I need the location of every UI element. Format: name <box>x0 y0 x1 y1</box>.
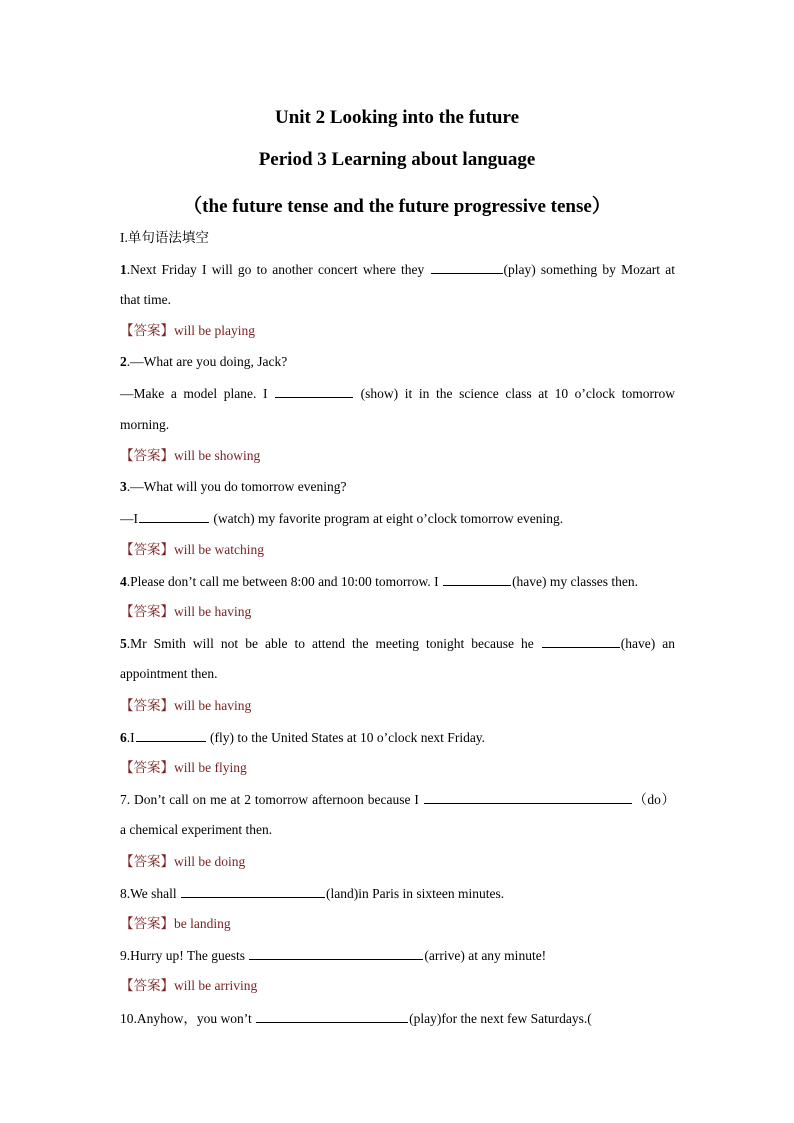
question-number: 3 <box>120 479 127 494</box>
answer-blank <box>256 1009 408 1023</box>
question-text: .Hurry up! The guests <box>126 948 249 963</box>
answer-8 <box>120 915 675 933</box>
answer-6 <box>120 759 675 777</box>
answer-blank <box>249 946 423 960</box>
answer-blank <box>431 260 503 274</box>
question-number: 9 <box>120 948 127 963</box>
answer-blank <box>139 509 209 523</box>
answer-9 <box>120 977 675 995</box>
question-9 <box>120 946 675 965</box>
answer-text: will be watching <box>174 542 264 557</box>
question-text: . Don’t call on me at 2 tomorrow afternoon because I <box>126 792 423 807</box>
answer-text: will be showing <box>174 448 261 463</box>
answer-label: 【答案】 <box>120 604 174 619</box>
answer-7 <box>120 853 675 871</box>
question-text: (play)for the next few Saturdays.( <box>409 1011 592 1026</box>
answer-blank <box>424 790 632 804</box>
answer-blank <box>181 884 325 898</box>
question-number: 2 <box>120 354 127 369</box>
question-8 <box>120 884 675 903</box>
question-text: (have) an <box>620 636 675 651</box>
answer-text: will be having <box>174 604 252 619</box>
question-text: .—What will you do tomorrow evening? <box>126 479 347 494</box>
question-2-continued: morning. <box>120 417 170 432</box>
answer-text: be landing <box>174 916 231 931</box>
question-2 <box>120 353 675 371</box>
question-number: 5 <box>120 636 127 651</box>
question-7 <box>120 790 675 809</box>
question-text: (show) it in the science class at 10 o’clock tomorrow <box>354 386 675 401</box>
question-number: 1 <box>120 262 127 277</box>
worksheet-title: Unit 2 Looking into the future <box>274 107 520 128</box>
answer-4 <box>120 603 675 621</box>
question-text: .Mr Smith will not be able to attend the meeting tonight because he <box>126 636 541 651</box>
answer-text: will be doing <box>174 854 246 869</box>
question-2-line-2 <box>120 384 675 403</box>
section-heading: I.单句语法填空 <box>120 230 209 245</box>
answer-text: will be playing <box>174 323 255 338</box>
question-text: .I <box>126 730 135 745</box>
answer-text: will be flying <box>174 760 247 775</box>
question-text: (arrive) at any minute! <box>424 948 547 963</box>
question-text: (have) my classes then. <box>512 574 639 589</box>
answer-label: 【答案】 <box>120 760 174 775</box>
question-1 <box>120 260 675 279</box>
answer-label: 【答案】 <box>120 978 174 993</box>
answer-blank <box>443 572 511 586</box>
question-text: （do） <box>632 792 675 807</box>
question-number: 10 <box>120 1011 134 1026</box>
question-text: —I <box>120 511 138 526</box>
answer-5 <box>120 697 675 715</box>
answer-label: 【答案】 <box>120 542 174 557</box>
answer-2 <box>120 447 675 465</box>
question-text: .Please don’t call me between 8:00 and 10:00 tomorrow. I <box>126 574 443 589</box>
question-text: (watch) my favorite program at eight o’clock tomorrow evening. <box>210 511 564 526</box>
question-5 <box>120 634 675 653</box>
question-text: .We shall <box>126 886 181 901</box>
answer-label: 【答案】 <box>120 698 174 713</box>
worksheet-subtitle: Period 3 Learning about language <box>258 149 536 170</box>
question-number: 7 <box>120 792 127 807</box>
answer-3 <box>120 541 675 559</box>
question-1-continued: that time. <box>120 292 171 307</box>
answer-1 <box>120 322 675 340</box>
question-number: 8 <box>120 886 127 901</box>
answer-label: 【答案】 <box>120 323 174 338</box>
question-5-continued: appointment then. <box>120 666 218 681</box>
question-text: .—What are you doing, Jack? <box>126 354 288 369</box>
answer-blank <box>275 384 353 398</box>
answer-label: 【答案】 <box>120 448 174 463</box>
question-3-line-2 <box>120 509 675 528</box>
question-text: (fly) to the United States at 10 o’clock next Friday. <box>206 730 486 745</box>
answer-label: 【答案】 <box>120 854 174 869</box>
question-10 <box>120 1009 675 1028</box>
answer-label: 【答案】 <box>120 916 174 931</box>
question-6 <box>120 728 675 747</box>
question-text: (play) something by Mozart at <box>503 262 675 277</box>
question-text: —Make a model plane. I <box>120 386 275 401</box>
question-3 <box>120 478 675 496</box>
question-number: 4 <box>120 574 127 589</box>
question-7-continued: a chemical experiment then. <box>120 822 273 837</box>
question-text: .Next Friday I will go to another concert where they <box>126 262 430 277</box>
answer-blank <box>136 728 206 742</box>
answer-blank <box>542 634 620 648</box>
question-text: (land)in Paris in sixteen minutes. <box>326 886 505 901</box>
worksheet-topic: （the future tense and the future progressive tense） <box>183 196 611 217</box>
question-text: .Anyhow，you won’t <box>133 1011 256 1026</box>
answer-text: will be having <box>174 698 252 713</box>
question-4 <box>120 572 675 591</box>
answer-text: will be arriving <box>174 978 258 993</box>
question-number: 6 <box>120 730 127 745</box>
